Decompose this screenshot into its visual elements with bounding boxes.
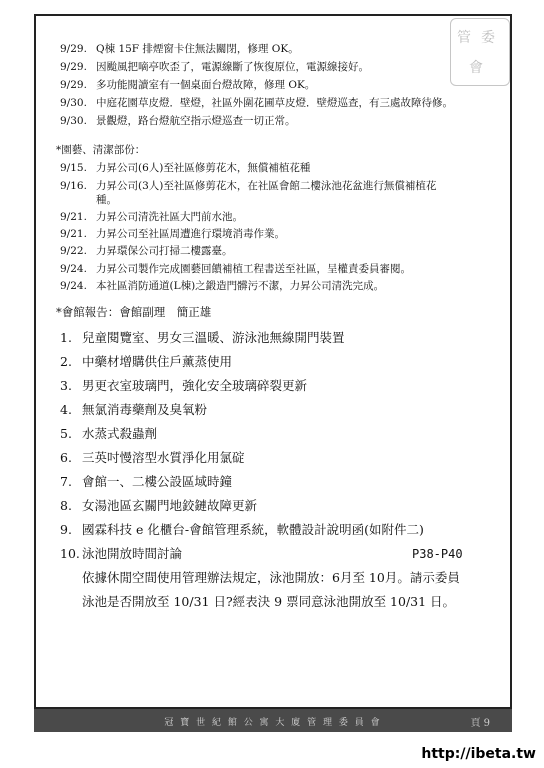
- item-date: 9/29.: [60, 43, 87, 55]
- item-text: 國霖科技 e 化櫃台-會館管理系統，軟體設計說明函(如附件二): [82, 522, 424, 537]
- seal-char: 委: [481, 30, 495, 46]
- item-text: 多功能閱讀室有一個桌面台燈故障，修理 OK。: [96, 79, 316, 91]
- item-text: 力昇公司(6人)至社區修剪花木，無償補植花種: [96, 162, 311, 174]
- item-text: 力昇環保公司打掃二樓露臺。: [96, 245, 233, 257]
- item-date: 9/24.: [60, 263, 87, 275]
- seal-char: 會: [469, 60, 483, 76]
- item-number: 10.: [60, 546, 80, 561]
- discussion-paragraph: 依據休閒空間使用管理辦法規定，泳池開放：6月至 10月。請示委員: [82, 570, 460, 585]
- item-text-continued: 種。: [96, 194, 117, 206]
- item-text: 力昇公司製作完成園藝回饋補植工程書送至社區，呈權責委員審閱。: [96, 263, 411, 275]
- item-number: 5.: [60, 426, 72, 441]
- section-heading: *園藝、清潔部份：: [56, 144, 146, 156]
- item-text: 男更衣室玻璃門，強化安全玻璃碎裂更新: [82, 378, 308, 393]
- seal-char: 管: [457, 30, 471, 46]
- item-text: 中庭花園草皮燈．壁燈，社區外圍花圃草皮燈．壁燈巡查，有三處故障待修。: [96, 97, 453, 109]
- item-number: 2.: [60, 354, 72, 369]
- committee-seal-stamp: [450, 18, 510, 86]
- item-text: 中藥材增購供住戶薰蒸使用: [82, 354, 233, 369]
- item-date: 9/24.: [60, 280, 87, 292]
- item-date: 9/30.: [60, 115, 87, 127]
- item-number: 1.: [60, 330, 72, 345]
- item-text: 本社區消防通道(L棟)之鍛造門髒污不潔，力昇公司清洗完成。: [96, 280, 385, 292]
- item-number: 3.: [60, 378, 72, 393]
- item-text: 女湯池區玄關門地鉸鏈故障更新: [82, 498, 258, 513]
- item-date: 9/16.: [60, 180, 87, 192]
- item-number: 9.: [60, 522, 72, 537]
- item-text: 兒童閱覽室、男女三溫暖、游泳池無線開門裝置: [82, 330, 345, 345]
- item-text: 景觀燈，路台燈航空指示燈巡查一切正常。: [96, 115, 296, 127]
- item-number: 8.: [60, 498, 72, 513]
- page-footer: [34, 707, 512, 732]
- item-date: 9/21.: [60, 211, 87, 223]
- item-date: 9/30.: [60, 97, 87, 109]
- item-date: 9/22.: [60, 245, 87, 257]
- item-text: 力昇公司(3人)至社區修剪花木，在社區會館二樓泳池花盆進行無償補植花: [96, 180, 437, 192]
- item-text: 力昇公司清洗社區大門前水池。: [96, 211, 243, 223]
- item-text: 三英吋慢溶型水質淨化用氯碇: [82, 450, 245, 465]
- item-text: 會館一、二樓公設區域時鐘: [82, 474, 233, 489]
- item-date: 9/21.: [60, 228, 87, 240]
- item-number: 4.: [60, 402, 72, 417]
- item-text: 泳池開放時間討論: [82, 546, 183, 561]
- watermark-url: http://ibeta.tw: [421, 746, 536, 762]
- item-text: 力昇公司至社區周遭進行環境消毒作業。: [96, 228, 285, 240]
- page-number: 頁 9: [470, 718, 490, 729]
- item-date: 9/29.: [60, 61, 87, 73]
- item-date: 9/29.: [60, 79, 87, 91]
- discussion-paragraph: 泳池是否開放至 10/31 日?經表決 9 票同意泳池開放至 10/31 日。: [82, 594, 456, 609]
- attachment-page-ref: P38-P40: [412, 547, 463, 561]
- item-number: 6.: [60, 450, 72, 465]
- item-date: 9/15.: [60, 162, 87, 174]
- item-text: Q棟 15F 排煙窗卡住無法關閉，修理 OK。: [96, 43, 299, 55]
- section-heading: *會館報告：會館副理 簡正雄: [56, 305, 212, 319]
- footer-title: 冠 寶 世 紀 館 公 寓 大 廈 管 理 委 員 會: [164, 718, 382, 728]
- item-number: 7.: [60, 474, 72, 489]
- item-text: 水蒸式殺蟲劑: [82, 426, 158, 441]
- item-text: 無氯消毒藥劑及臭氧粉: [82, 402, 208, 417]
- item-text: 因颱風把嘀亭吹歪了，電源線斷了恢復原位，電源線接好。: [96, 61, 369, 73]
